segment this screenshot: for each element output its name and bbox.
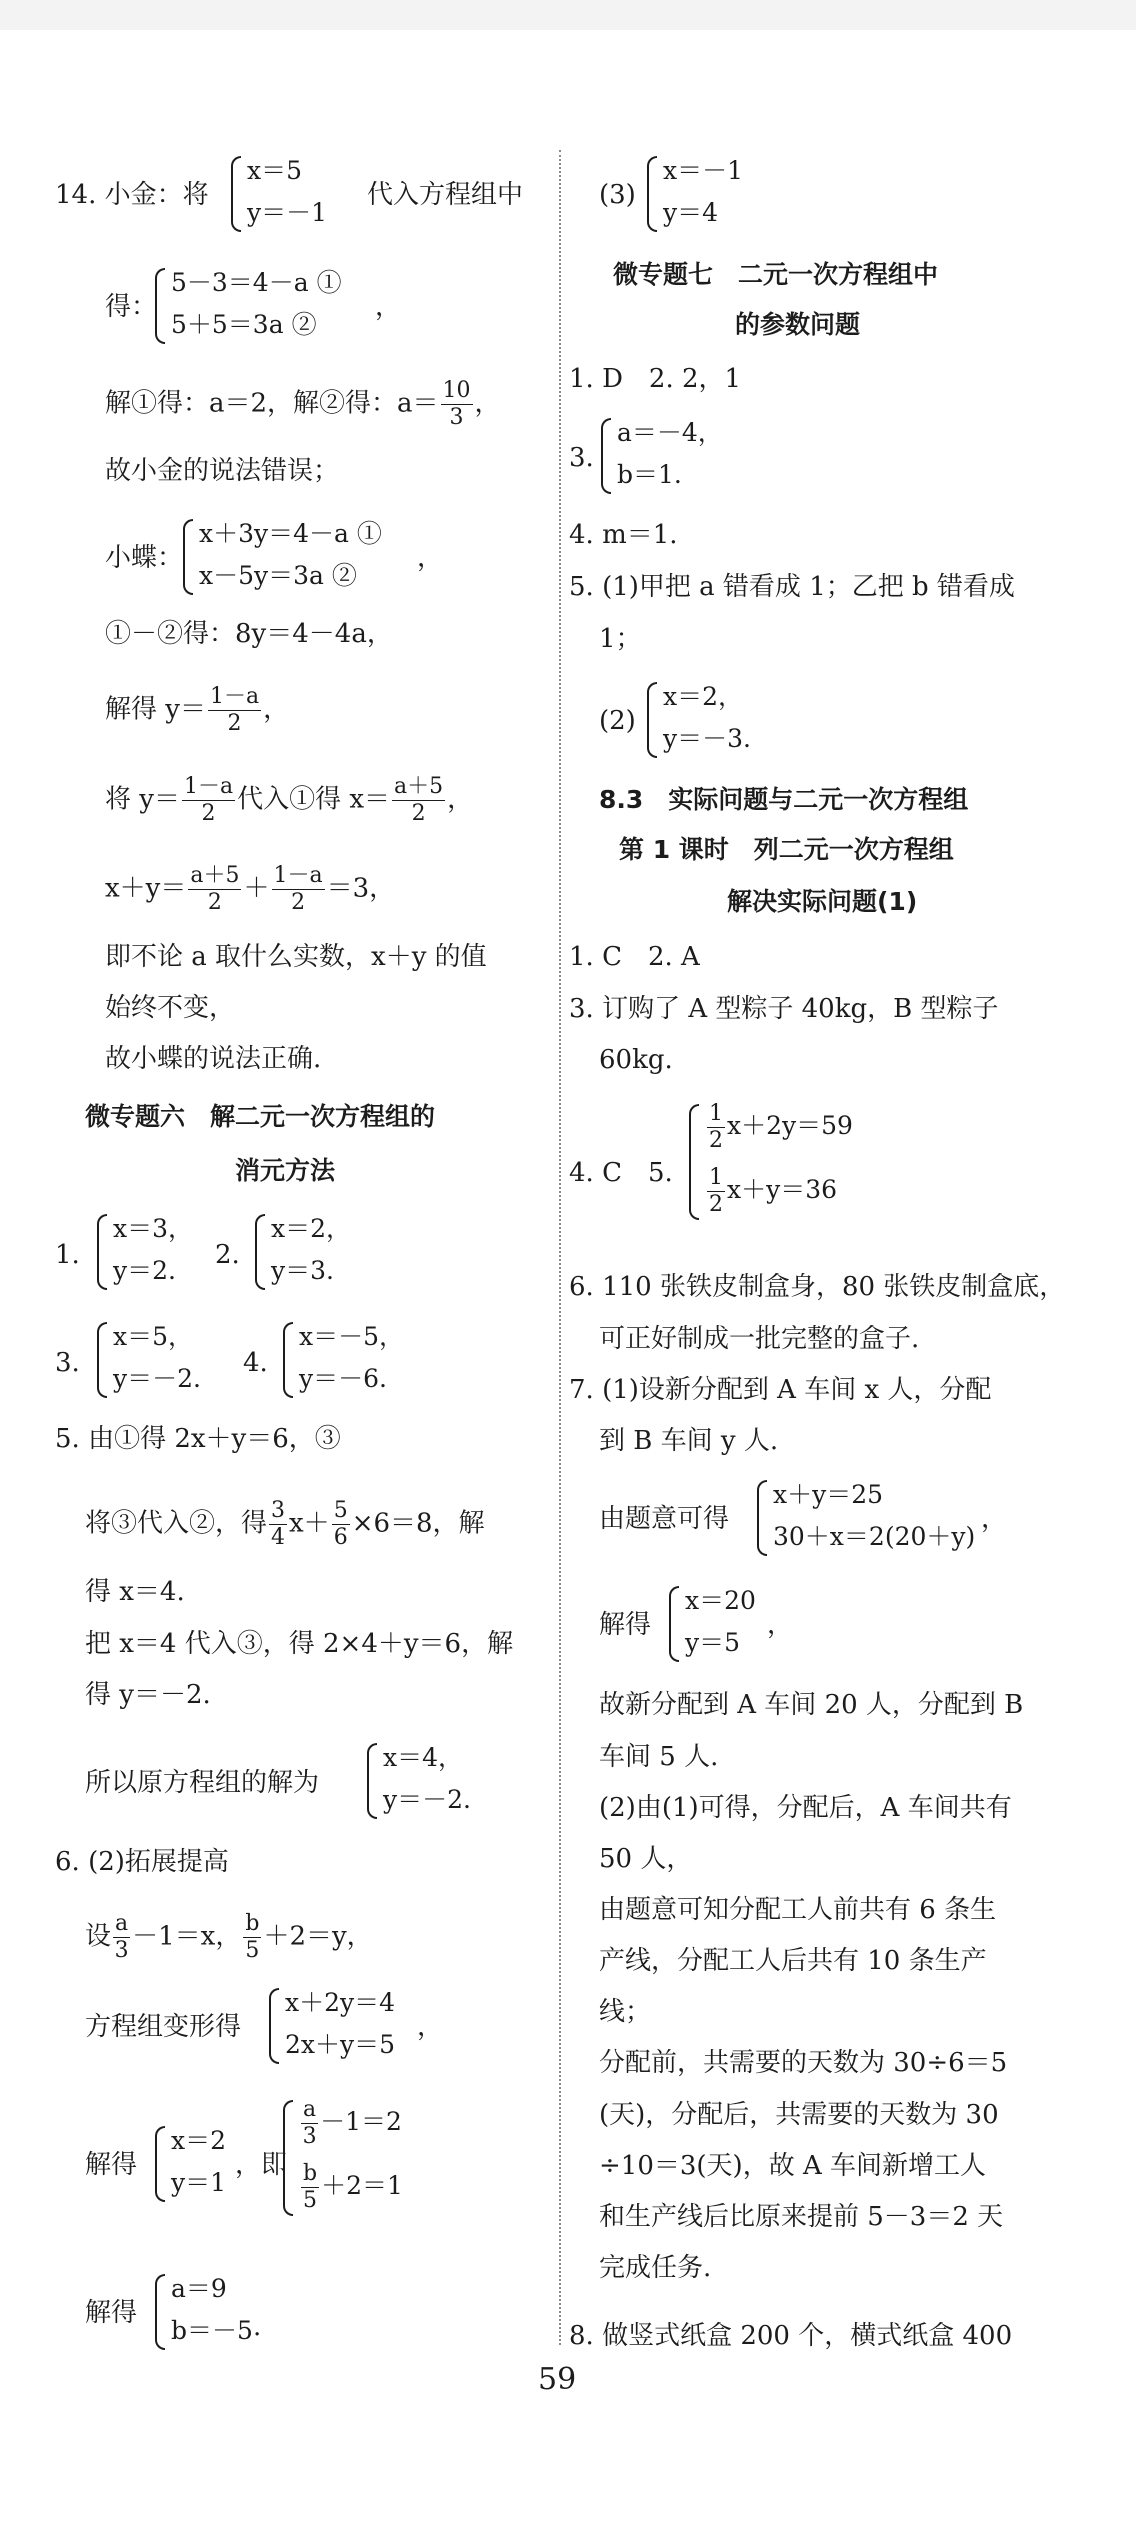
section-heading-7b: 的参数问题 [735, 310, 861, 339]
subtract-line: ①－②得：8y＝4－4a， [105, 619, 393, 649]
q5-substitution: 将③代入②，得 $\frac{3}{4}$ x＋ $\frac{5}{6}$ ×6＝8，解 [85, 1498, 485, 1550]
sum-line: x＋y＝ $\frac{a+5}{2}$ ＋ $\frac{1-a}{2}$ ＝3， [105, 863, 396, 915]
de-system: 5－3＝4－a ① 5＋5＝3a ② [155, 262, 342, 346]
section-heading-6a: 微专题六 解二元一次方程组的 [85, 1102, 436, 1131]
section-heading-6b: 消元方法 [235, 1156, 336, 1185]
substitute-line: 将 y＝ $\frac{1-a}{2}$ 代入①得 x＝ $\frac{a+5}{2}$ ， [105, 774, 474, 826]
r3n-system: a＝－4， b＝1. [601, 412, 723, 496]
r5-system: $\frac{1}{2}$ x＋2y＝59 $\frac{1}{2}$ x＋y＝36 [689, 1094, 853, 1222]
xd-system: x＋3y＝4－a ① x－5y＝3a ② [183, 513, 382, 597]
section-heading-8-3: 8.3 实际问题与二元一次方程组 [599, 785, 969, 814]
answer-3-system: x＝5， y＝－2. [97, 1316, 201, 1400]
r5c-system: x＝2， y＝－3. [647, 676, 751, 760]
answer-1-system: x＝3， y＝2. [97, 1208, 193, 1292]
answer-page: 14. 小金：将 x＝5 y＝－1 代入方程组中 得： 5－3＝4－a ① 5＋5＝3a ② ， 解①得：a＝2，解②得：a＝ $\frac{10}{3}$ ， 故小金的说法错误； 小蝶： x＋3y＝4－a ① x－5y＝3a ② ， ①－②得：8y＝4－4a， 解得 y＝ $\frac{1-a}{2}$ ， 将 y＝ $\frac{1-a}{2}$ 代入①得 x＝ $\frac{a+5}{2}$ ， x＋y＝ $\frac{a+5}{2}$ ＋ $\frac{1-a}{2}$ ＝3， 即不论 a 取什么实数，x＋y 的值 始终不变， 故小蝶的说法正确. 微专题六 解二元一次方程组的 消元方法 1. x＝3， y＝2. 2. x＝2， y＝3. 3. x＝5， y＝－2. 4. x＝－5， y＝－6. 5. 由①得 2x＋y＝6，③ 将③代入②，得 $\frac{3}{4}$ x＋ $\frac{5}{6}$ ×6＝8，解 得 x＝4. 把 x＝4 代入③，得 2×4＋y＝6，解 得 y＝－2. 所以原方程组的解为 x＝4， y＝－2. 6. (2)拓展提高 设 $\frac{a}{3}$ －1＝x， $\frac{b}{5}$ ＋2＝y， 方程组变形得 x＋2y＝4 2x＋y＝5 ， 解得 x＝2 y＝1 ，即 $\frac{a}{3}$ －1＝2 $\frac{b}{5}$ ＋2＝1 解得 a＝9 b＝－5 . (3) x＝－1 y＝4 微专题七 二元一次方程组中 的参数问题 1. D 2. 2，1 3. a＝－4， b＝1. 4. m＝1. 5. (1)甲把 a 错看成 1；乙把 b 错看成 1； (2) x＝2， y＝－3. 8.3 实际问题与二元一次方程组 第 1 课时 列二元一次方程组 解决实际问题(1) 1. C 2. A 3. 订购了 A 型粽子 40kg，B 型粽子 60kg. 4. C 5. $\frac{1}{2}$ x＋2y＝59 $\frac{1}{2}$ x＋y＝36 6. 110 张铁皮制盒身，80 张铁皮制盒底， 可正好制成一批完整的盒子. 7. (1)设新分配到 A 车间 x 人，分配 到 B 车间 y 人. 由题意可得 x＋y＝25 30＋x＝2(20＋y) ， 解得 x＝20 y＝5 ， 故新分配到 A 车间 20 人，分配到 B 车间 5 人. (2)由(1)可得，分配后，A 车间共有 50 人， 由题意可知分配工人前共有 6 条生 产线，分配工人后共有 10 条生产 线； 分配前，共需要的天数为 30÷6＝5 (天)，分配后，共需要的天数为 30 ÷10＝3(天)，故 A 车间新增工人 和生产线后比原来提前 5－3＝2 天 完成任务. 8. 做竖式纸盒 200 个，横式纸盒 400 59 [0, 0, 1136, 2547]
xd-label: 小蝶： [105, 543, 184, 573]
q14-system: x＝5 y＝－1 [231, 150, 327, 234]
solve-line-1: 解①得：a＝2，解②得：a＝ $\frac{10}{3}$ ， [105, 378, 501, 430]
solve-y: 解得 y＝ $\frac{1-a}{2}$ ， [105, 684, 290, 736]
answer-2-system: x＝2， y＝3. [255, 1208, 351, 1292]
de-label: 得： [105, 292, 158, 322]
q6-final-system: a＝9 b＝－5 [155, 2268, 253, 2352]
q6-xy-system: x＝2 y＝1 [155, 2120, 226, 2204]
page-number: 59 [538, 2362, 577, 2397]
q6-substitution: 设 $\frac{a}{3}$ －1＝x， $\frac{b}{5}$ ＋2＝y， [85, 1911, 373, 1963]
conclusion-jin: 故小金的说法错误； [105, 456, 340, 486]
r7c-system: x＋y＝25 30＋x＝2(20＋y) [757, 1474, 975, 1558]
answer-4-system: x＝－5， y＝－6. [283, 1316, 404, 1400]
r3-system: x＝－1 y＝4 [647, 150, 743, 234]
lesson-heading-2: 解决实际问题(1) [727, 887, 918, 916]
r7d-system: x＝20 y＝5 [669, 1580, 756, 1664]
q6-transformed-system: x＋2y＝4 2x＋y＝5 [269, 1982, 395, 2066]
top-margin [0, 0, 1136, 30]
column-divider [559, 150, 561, 2345]
q6-ab-system: $\frac{a}{3}$ －1＝2 $\frac{b}{5}$ ＋2＝1 [283, 2090, 403, 2218]
q5-solution-system: x＝4， y＝－2. [367, 1737, 471, 1821]
q14-label: 14. 小金：将 [55, 180, 209, 210]
lesson-heading-1: 第 1 课时 列二元一次方程组 [619, 835, 954, 864]
q14-tail: 代入方程组中 [367, 180, 524, 210]
section-heading-7a: 微专题七 二元一次方程组中 [613, 260, 939, 289]
